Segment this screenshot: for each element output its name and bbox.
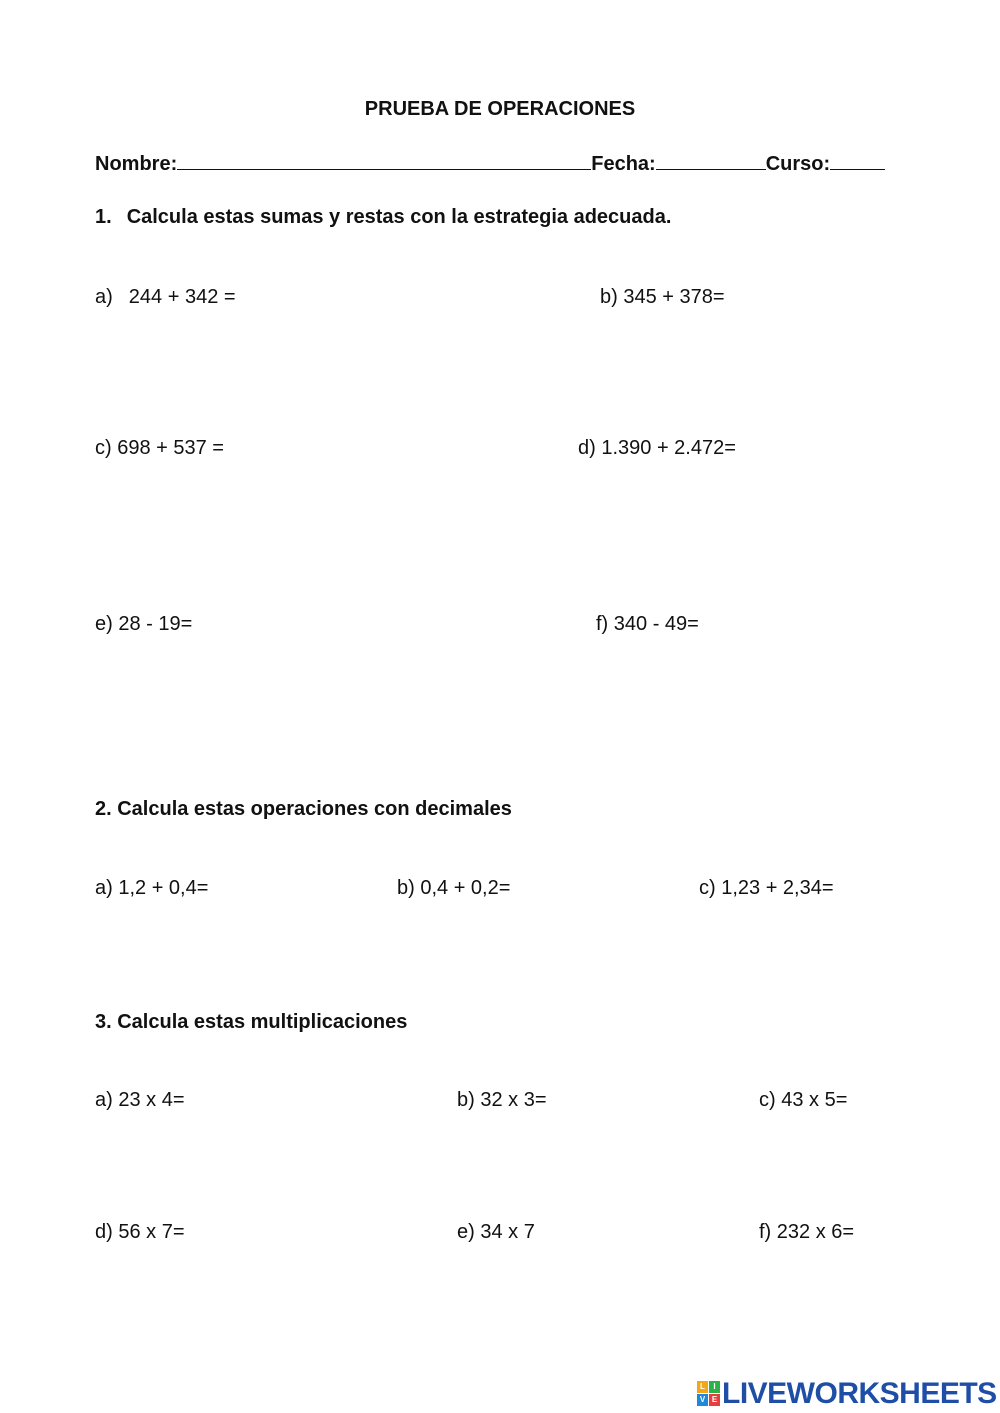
course-blank[interactable] — [830, 151, 885, 170]
exercise-3a: a) 23 x 4= — [95, 1089, 185, 1111]
exercise-3e: e) 34 x 7 — [457, 1221, 535, 1243]
exercise-2b: b) 0,4 + 0,2= — [397, 877, 511, 899]
course-label: Curso: — [765, 153, 831, 175]
exercise-1e: e) 28 - 19= — [95, 613, 193, 635]
date-label: Fecha: — [591, 153, 656, 175]
name-label: Nombre: — [95, 153, 178, 175]
exercise-2c: c) 1,23 + 2,34= — [699, 877, 834, 899]
student-info-line — [95, 151, 885, 176]
liveworksheets-logo — [697, 1379, 997, 1409]
section-3-heading: 3. Calcula estas multiplicaciones — [95, 1011, 408, 1033]
logo-mark-letter-v: V — [697, 1394, 708, 1406]
exercise-3d: d) 56 x 7= — [95, 1221, 185, 1243]
section-1-heading — [95, 205, 671, 229]
exercise-1a-expression: 244 + 342 = — [128, 286, 236, 308]
section-1-title: Calcula estas sumas y restas con la estrategia adecuada. — [126, 206, 672, 228]
section-2-heading: 2. Calcula estas operaciones con decimales — [95, 798, 512, 820]
logo-mark-letter-l: L — [697, 1381, 708, 1393]
name-blank[interactable] — [177, 151, 591, 170]
logo-mark-letter-e: E — [709, 1394, 720, 1406]
date-blank[interactable] — [656, 151, 766, 170]
exercise-1f: f) 340 - 49= — [596, 613, 699, 635]
exercise-1a-label: a) — [95, 286, 113, 308]
logo-mark-letter-i: I — [709, 1381, 720, 1393]
exercise-1a — [95, 285, 236, 309]
logo-text: LIVEWORKSHEETS — [722, 1377, 997, 1410]
exercise-3f: f) 232 x 6= — [759, 1221, 855, 1243]
exercise-3b: b) 32 x 3= — [457, 1089, 547, 1111]
page-title: PRUEBA DE OPERACIONES — [364, 98, 636, 120]
section-1-number: 1. — [95, 206, 112, 228]
exercise-1c: c) 698 + 537 = — [95, 437, 224, 459]
live-logo-mark-icon — [697, 1381, 721, 1407]
exercise-3c: c) 43 x 5= — [759, 1089, 848, 1111]
exercise-1d: d) 1.390 + 2.472= — [578, 437, 736, 459]
exercise-1b: b) 345 + 378= — [600, 286, 725, 308]
exercise-2a: a) 1,2 + 0,4= — [95, 877, 209, 899]
